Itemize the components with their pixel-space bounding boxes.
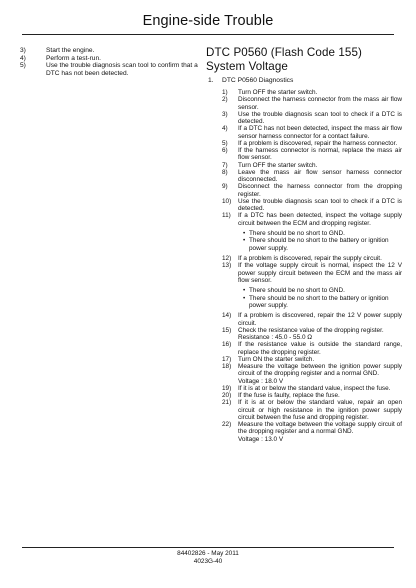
right-column bbox=[206, 46, 402, 443]
bullet-list bbox=[222, 230, 402, 252]
step-number: 5) bbox=[20, 62, 26, 70]
list-item bbox=[222, 183, 402, 198]
list-item bbox=[222, 125, 402, 140]
item-number: 13) bbox=[222, 262, 232, 270]
item-text: Turn ON the starter switch. bbox=[238, 355, 315, 363]
item-number: 15) bbox=[222, 326, 232, 334]
bullet-text: There should be no short to GND. bbox=[249, 230, 345, 238]
step-number: 4) bbox=[20, 54, 26, 62]
item-text: Leave the mass air flow sensor harness connector disconnected. bbox=[238, 168, 402, 184]
item-text: If the voltage supply circuit is normal, inspect the 12 V power supply circuit between the ECM and the mass air flow sensor. bbox=[238, 262, 402, 284]
item-number: 18) bbox=[222, 363, 232, 371]
item-text: If it is at or below the standard value, inspect the fuse. bbox=[238, 384, 391, 392]
bullet-item bbox=[243, 230, 402, 237]
item-number: 16) bbox=[222, 341, 232, 349]
sub-heading-number: 1. bbox=[208, 77, 214, 85]
list-item bbox=[222, 140, 402, 147]
list-item bbox=[222, 312, 402, 327]
item-number: 6) bbox=[222, 147, 228, 155]
item-number: 20) bbox=[222, 392, 232, 400]
diagnostic-steps bbox=[206, 89, 402, 443]
item-text: If the fuse is faulty, replace the fuse. bbox=[238, 392, 340, 400]
step-text: Start the engine. bbox=[46, 47, 95, 54]
item-number: 21) bbox=[222, 399, 232, 407]
bullet-item bbox=[243, 295, 402, 310]
item-text: If a problem is discovered, repair the 12 V power supply circuit. bbox=[238, 312, 402, 327]
step-item bbox=[18, 47, 198, 55]
bullet-text: There should be no short to the battery or ignition power supply. bbox=[249, 237, 389, 252]
item-number: 7) bbox=[222, 161, 228, 169]
bullet-icon: • bbox=[243, 237, 246, 245]
left-column bbox=[18, 47, 198, 77]
item-number: 9) bbox=[222, 183, 228, 191]
item-number: 2) bbox=[222, 96, 228, 104]
item-text-main: Measure the voltage between the voltage supply circuit of the dropping register and a normal GND. bbox=[238, 421, 402, 436]
list-item bbox=[222, 327, 402, 342]
list-item bbox=[222, 356, 402, 363]
list-item bbox=[222, 262, 402, 284]
item-text: If a DTC has been detected, inspect the voltage supply circuit between the ECM and dropping register. bbox=[238, 212, 402, 227]
item-text: If the harness connector is normal, replace the mass air flow sensor. bbox=[238, 147, 402, 162]
bullet-item bbox=[243, 287, 402, 294]
resistance-value: Resistance : 45.0 - 55.0 Ω bbox=[238, 334, 313, 342]
list-item bbox=[222, 399, 402, 421]
footer-divider bbox=[22, 547, 394, 548]
item-number: 14) bbox=[222, 312, 232, 320]
item-text: If a problem is discovered, repair the supply circuit. bbox=[238, 255, 382, 263]
list-item bbox=[222, 212, 402, 227]
footer-doc-number: 84402826 - May 2011 bbox=[177, 550, 239, 557]
item-number: 19) bbox=[222, 384, 232, 392]
item-number: 8) bbox=[222, 168, 228, 176]
item-text: Disconnect the harness connector from the mass air flow sensor. bbox=[238, 96, 402, 111]
item-text: Disconnect the harness connector from the dropping register. bbox=[238, 183, 402, 198]
page-title: Engine-side Trouble bbox=[142, 13, 274, 29]
list-item bbox=[222, 169, 402, 184]
item-text: If a DTC has not been detected, inspect the mass air flow sensor harness connector for a contact failure. bbox=[238, 125, 402, 140]
bullet-icon: • bbox=[243, 287, 246, 295]
list-item bbox=[222, 96, 402, 111]
list-item bbox=[222, 255, 402, 262]
item-text: Turn OFF the starter switch. bbox=[238, 89, 318, 97]
step-text: Use the trouble diagnosis scan tool to confirm that a DTC has not been detected. bbox=[46, 62, 198, 77]
voltage-value: Voltage : 18.0 V bbox=[238, 377, 284, 385]
item-text bbox=[238, 421, 402, 443]
item-text: Turn OFF the starter switch. bbox=[238, 161, 318, 169]
bullet-list bbox=[222, 287, 402, 309]
step-text: Perform a test-run. bbox=[46, 54, 101, 62]
item-number: 22) bbox=[222, 421, 232, 429]
item-text: If the resistance value is outside the standard range, replace the dropping register. bbox=[238, 341, 402, 356]
title-divider bbox=[22, 34, 394, 35]
item-text-main: Measure the voltage between the ignition power supply circuit of the dropping register and a normal GND. bbox=[238, 363, 402, 378]
bullet-text: There should be no short to GND. bbox=[249, 287, 345, 295]
list-item bbox=[222, 198, 402, 213]
list-item bbox=[222, 341, 402, 356]
item-number: 10) bbox=[222, 197, 232, 205]
item-text-main: Check the resistance value of the dropping register. bbox=[238, 326, 384, 334]
list-item bbox=[222, 147, 402, 162]
list-item bbox=[222, 421, 402, 443]
sub-heading-text: DTC P0560 Diagnostics bbox=[222, 77, 294, 85]
item-number: 4) bbox=[222, 125, 228, 133]
bullet-icon: • bbox=[243, 294, 246, 302]
bullet-item bbox=[243, 237, 402, 252]
list-item bbox=[222, 392, 402, 399]
bullet-icon: • bbox=[243, 230, 246, 238]
item-number: 1) bbox=[222, 89, 228, 97]
list-item bbox=[222, 111, 402, 126]
item-number: 3) bbox=[222, 110, 228, 118]
step-item bbox=[18, 55, 198, 63]
section-title-line-1: DTC P0560 (Flash Code 155) bbox=[206, 46, 362, 59]
section-title bbox=[206, 46, 402, 73]
item-number: 12) bbox=[222, 255, 232, 263]
section-title-line-2: System Voltage bbox=[206, 59, 288, 73]
list-item bbox=[222, 162, 402, 169]
item-text bbox=[238, 363, 402, 385]
item-text: Use the trouble diagnosis scan tool to check if a DTC is detected. bbox=[238, 197, 402, 213]
item-number: 11) bbox=[222, 212, 231, 220]
item-text: If a problem is discovered, repair the harness connector. bbox=[238, 139, 398, 147]
item-number: 5) bbox=[222, 139, 228, 147]
list-item bbox=[222, 363, 402, 385]
list-item bbox=[222, 385, 402, 392]
bullet-text: There should be no short to the battery or ignition power supply. bbox=[249, 294, 389, 309]
list-item bbox=[222, 89, 402, 96]
voltage-value: Voltage : 13.0 V bbox=[238, 435, 284, 443]
item-text: If it is at or below the standard value, repair an open circuit or high resistance in the ignition power supply circuit between the fuse and dropping register. bbox=[238, 399, 402, 421]
item-text: Use the trouble diagnosis scan tool to check if a DTC is detected. bbox=[238, 110, 402, 126]
item-number: 17) bbox=[222, 355, 232, 363]
step-item bbox=[18, 62, 198, 77]
footer-page-number: 4023G-40 bbox=[193, 558, 223, 565]
sub-heading bbox=[206, 77, 402, 85]
step-number: 3) bbox=[20, 47, 26, 54]
item-text bbox=[238, 327, 402, 342]
